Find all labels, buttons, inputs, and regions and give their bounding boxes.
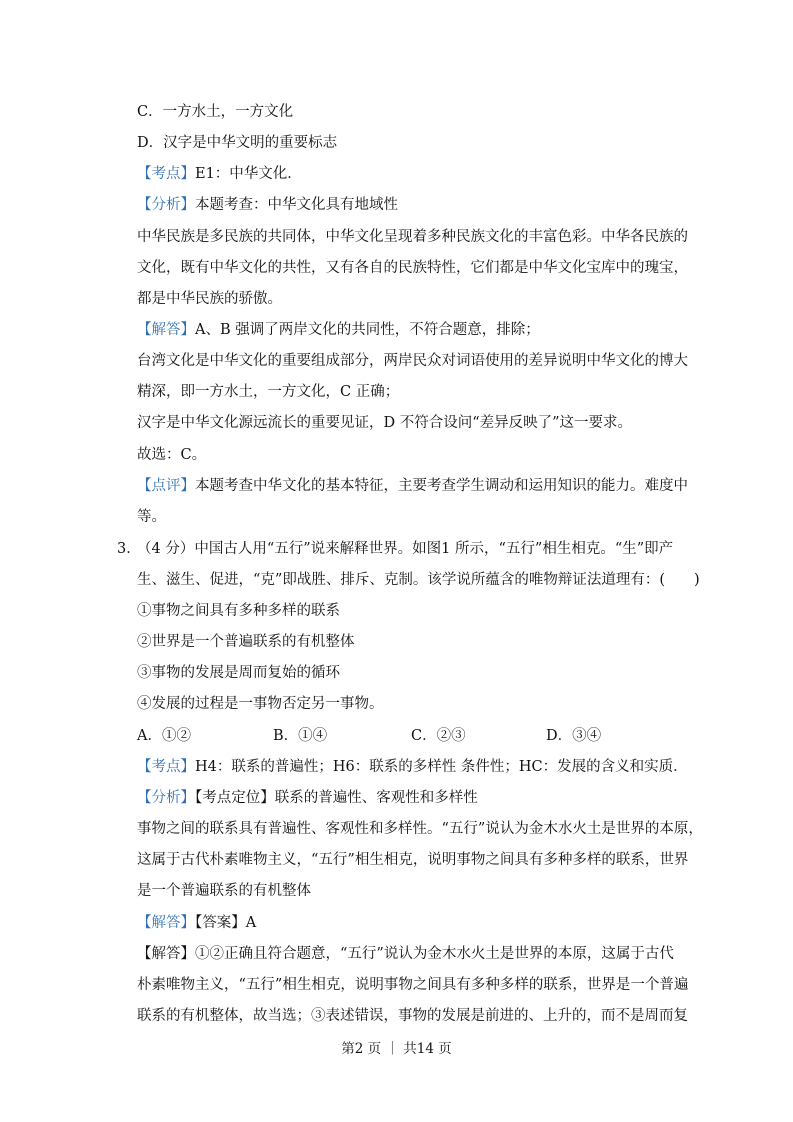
kaodian-tag: 【考点】	[137, 166, 195, 182]
q3-kaodian-tag: 【考点】	[137, 759, 195, 775]
page-footer: 第2 页 ｜ 共14 页	[341, 1041, 452, 1057]
fenxi-text: 本题考查：中华文化具有地域性	[195, 197, 398, 213]
option-c: C．②③	[411, 728, 466, 744]
q3-answer-line-2: 朴素唯物主义，“五行”相生相克，说明事物之间具有多种多样的联系，世界是一个普遍	[137, 977, 689, 993]
answer-paragraph-line-2: 精深，即一方水土，一方文化，C 正确；	[137, 384, 400, 400]
q3-fenxi-line	[137, 788, 677, 808]
question-3-number: 3．	[117, 541, 141, 557]
analysis-paragraph-line-3: 都是中华民族的骄傲。	[137, 291, 282, 307]
q3-kaodian-line	[137, 757, 688, 777]
option-a: A．①②	[137, 728, 191, 744]
q3-analysis-line-1: 事物之间的联系具有普遍性、客观性和多样性。“五行”说认为金木水火土是世界的本原，	[137, 821, 703, 837]
q3-jieda-line	[137, 913, 677, 933]
answer-choice-line: 故选：C。	[137, 447, 207, 463]
q3-kaodian-text: H4：联系的普遍性；H6：联系的多样性 条件性；HC：发展的含义和实质．	[195, 759, 688, 775]
analysis-paragraph-line-2: 文化，既有中华文化的共性，又有各自的民族特性，它们都是中华文化宝库中的瑰宝，	[137, 260, 688, 276]
q3-analysis-line-3: 是一个普遍联系的有机整体	[137, 883, 311, 899]
statement-1: ①事物之间具有多种多样的联系	[137, 603, 340, 619]
fenxi-line	[137, 195, 677, 215]
analysis-paragraph-line-1: 中华民族是多民族的共同体，中华文化呈现着多种民族文化的丰富色彩。中华各民族的	[137, 229, 688, 245]
option-d: D．③④	[546, 728, 602, 744]
statement-4: ④发展的过程是一事物否定另一事物。	[137, 696, 384, 712]
dianping-line	[137, 476, 688, 496]
q3-fenxi-text: 【考点定位】联系的普遍性、客观性和多样性	[195, 790, 478, 806]
jieda-line	[137, 320, 677, 340]
kaodian-line	[137, 164, 677, 184]
option-d-line: D．汉字是中华文明的重要标志	[137, 135, 338, 151]
answer-paragraph-line-1: 台湾文化是中华文化的重要组成部分，两岸民众对词语使用的差异说明中华文化的博大	[137, 353, 688, 369]
jieda-text: A、B 强调了两岸文化的共同性，不符合题意，排除；	[195, 322, 540, 338]
q3-answer-line-3: 联系的有机整体，故当选；③表述错误，事物的发展是前进的、上升的，而不是周而复	[137, 1008, 688, 1024]
question-3-stem-line-2: 生、滋生、促进，“克”即战胜、排斥、克制。该学说所蕴含的唯物辩证法道理有：( )	[137, 572, 700, 588]
question-3-stem-line-1: （4 分）中国古人用“五行”说来解释世界。如图1 所示，“五行”相生相克。“生”即产	[137, 541, 674, 557]
dianping-tag: 【点评】	[137, 478, 195, 494]
options-row	[137, 726, 677, 746]
q3-analysis-line-2: 这属于古代朴素唯物主义，“五行”相生相克，说明事物之间具有多种多样的联系，世界	[137, 852, 689, 868]
statement-2: ②世界是一个普遍联系的有机整体	[137, 634, 355, 650]
answer-paragraph-line-3: 汉字是中华文化源远流长的重要见证，D 不符合设问“差异反映了”这一要求。	[137, 415, 633, 431]
kaodian-text: E1：中华文化．	[195, 166, 302, 182]
jieda-tag: 【解答】	[137, 322, 195, 338]
q3-fenxi-tag: 【分析】	[137, 790, 195, 806]
q3-jieda-tag: 【解答】	[137, 915, 195, 931]
option-b: B．①④	[273, 728, 328, 744]
dianping-text: 本题考查中华文化的基本特征，主要考查学生调动和运用知识的能力。难度中	[195, 478, 688, 494]
dianping-line-2: 等。	[137, 509, 166, 525]
q3-jieda-text: 【答案】A	[195, 915, 257, 931]
q3-answer-line-1: 【解答】①②正确且符合题意，“五行”说认为金木水火土是世界的本原，这属于古代	[137, 946, 674, 962]
statement-3: ③事物的发展是周而复始的循环	[137, 665, 340, 681]
fenxi-tag: 【分析】	[137, 197, 195, 213]
option-c-line: C．一方水土，一方文化	[137, 104, 294, 120]
